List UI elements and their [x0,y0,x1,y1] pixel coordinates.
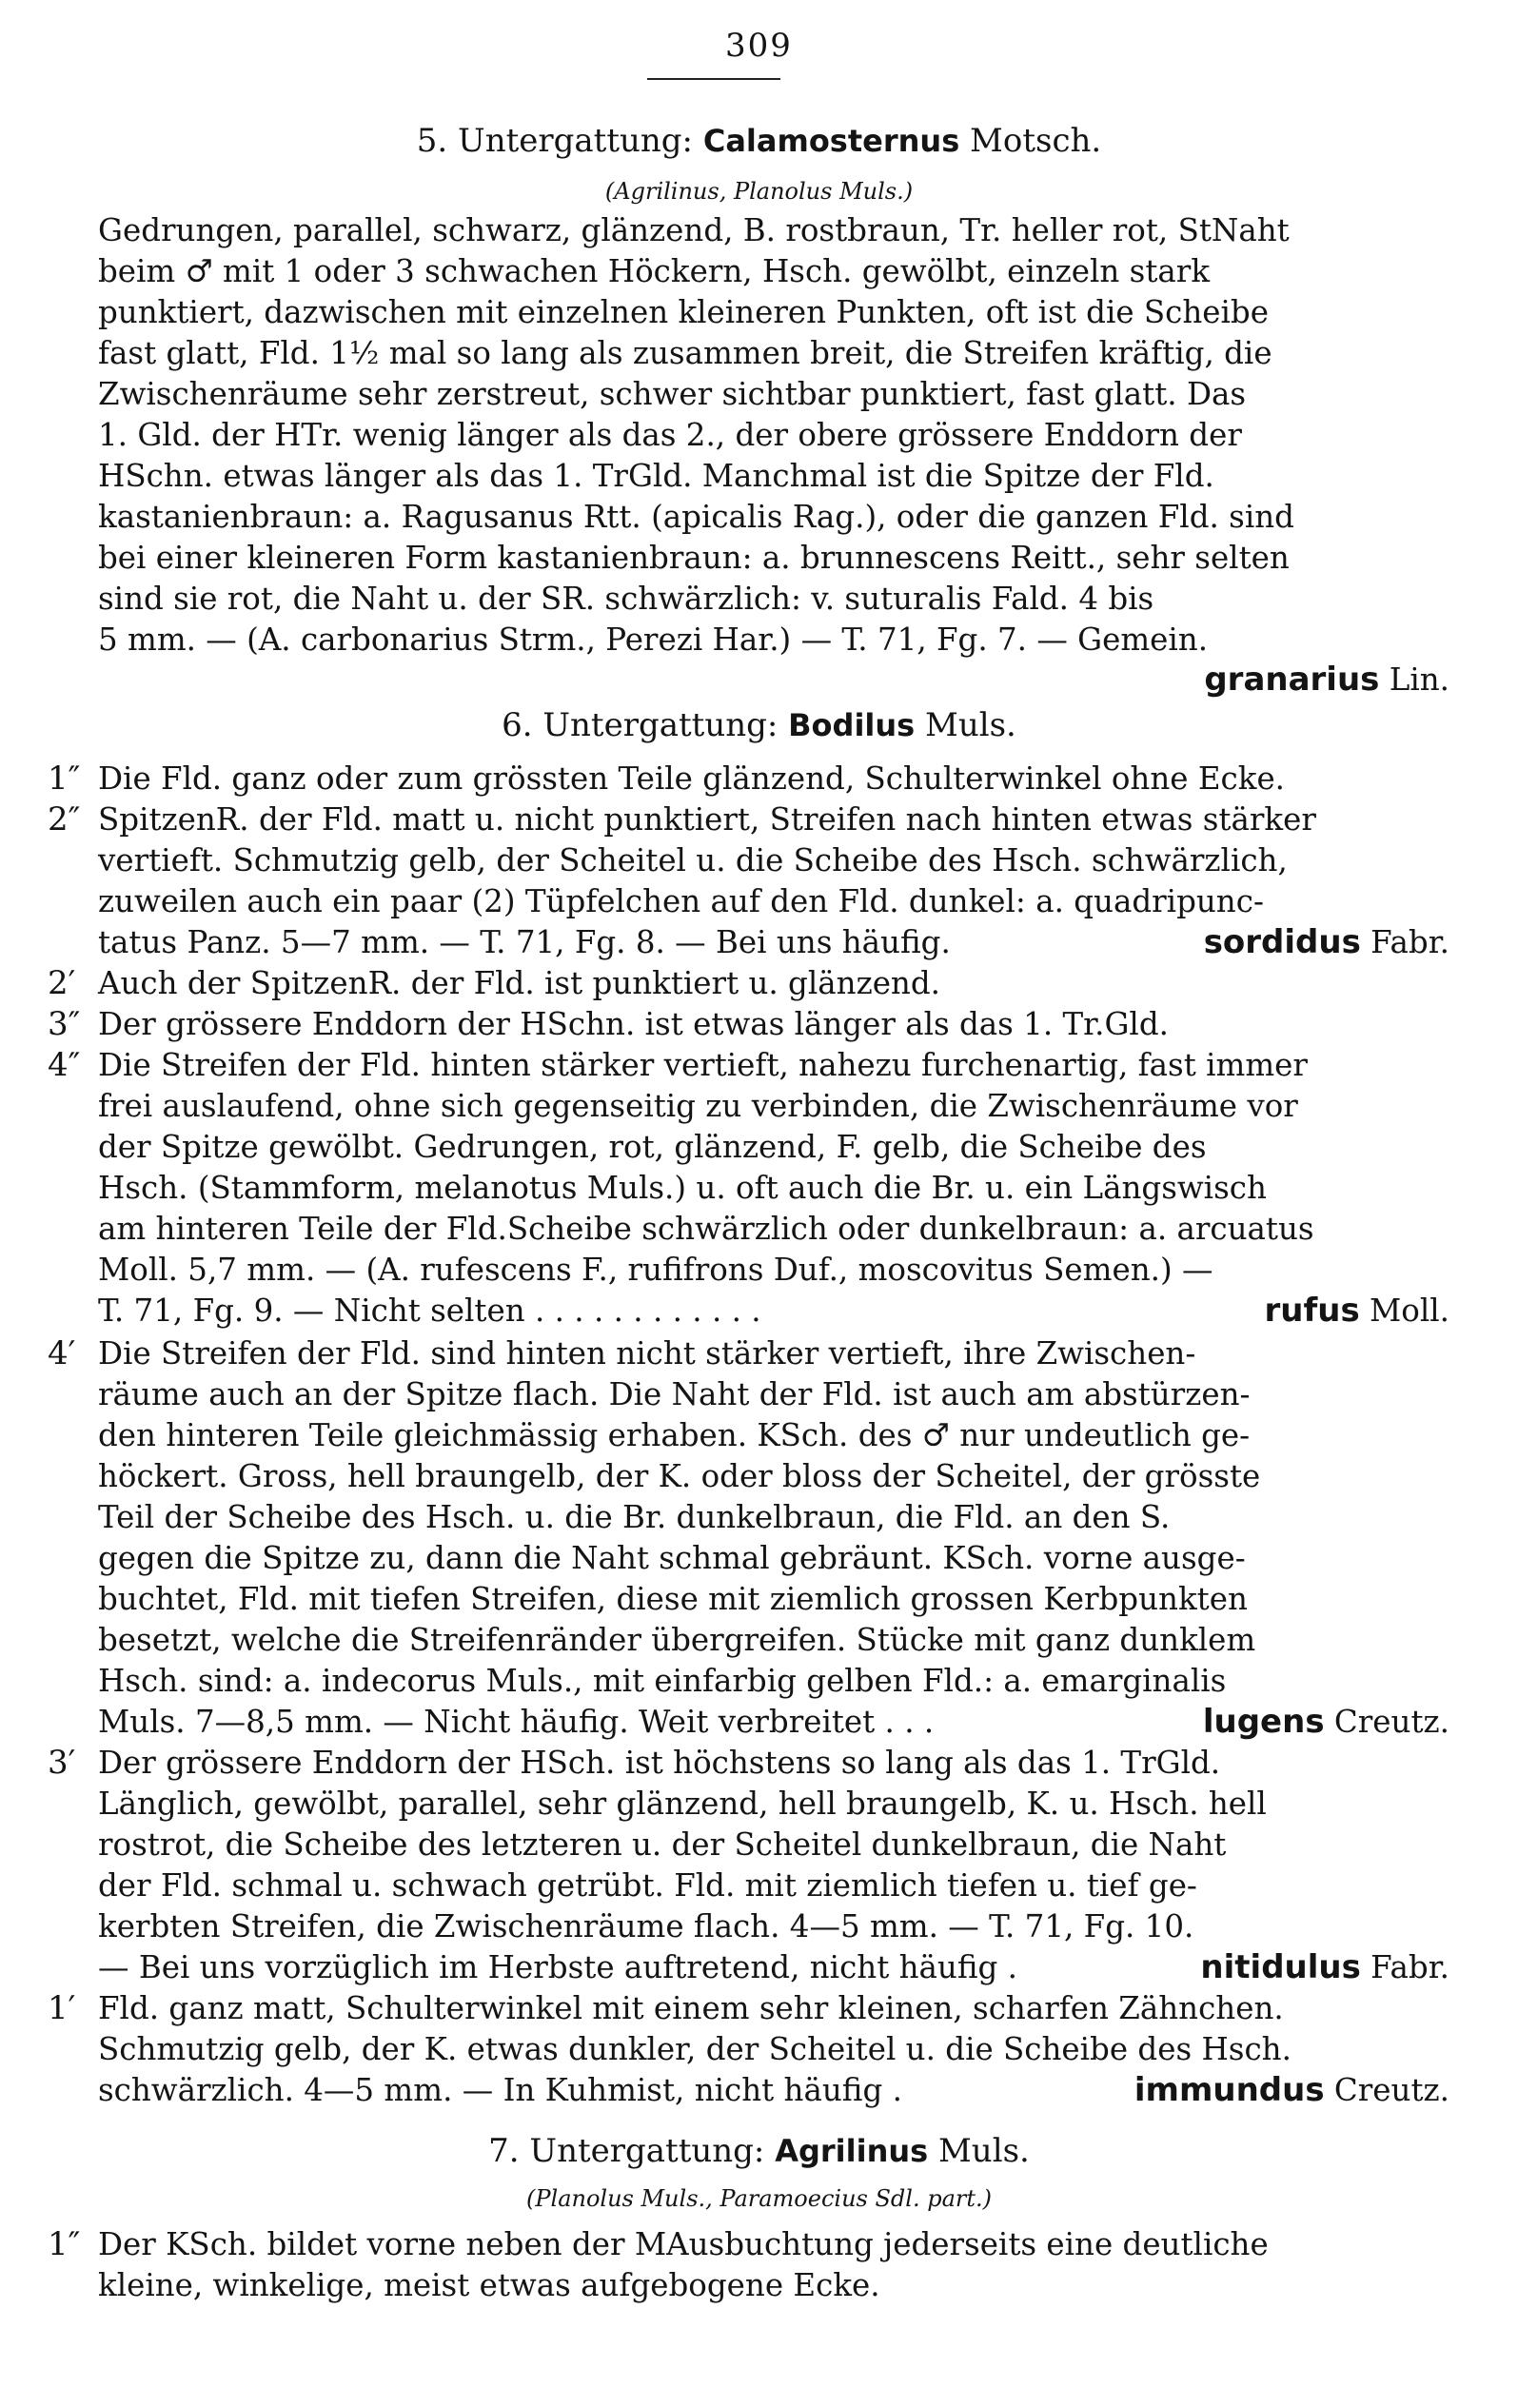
species-author: Lin. [1389,661,1449,698]
text-line: vertieft. Schmutzig gelb, der Scheitel u. die Scheibe des Hsch. schwärzlich, [98,842,1288,878]
text-line: kleine, winkelige, meist etwas aufgebogene Ecke. [98,2267,880,2303]
section-5-heading [0,122,1518,160]
section-heading-author: Muls. [925,706,1016,744]
section-heading-name: Calamosternus [702,123,960,159]
species-author: Fabr. [1370,924,1449,960]
text-line: Hsch. (Stammform, melanotus Muls.) u. oft auch die Br. u. ein Längswisch [98,1170,1267,1206]
species-name: sordidus [1203,923,1361,961]
section-6-heading [0,706,1518,744]
text-line: frei auslaufend, ohne sich gegenseitig zu verbinden, die Zwischenräume vor [98,1088,1298,1124]
section-heading-author: Muls. [937,2132,1030,2170]
text-line: fast glatt, Fld. 1½ mal so lang als zusammen breit, die Streifen kräftig, die [98,335,1272,371]
text-line: Die Streifen der Fld. hinten stärker vertieft, nahezu furchenartig, fast immer [98,1047,1308,1083]
text-line: Auch der SpitzenR. der Fld. ist punktiert u. glänzend. [98,965,940,1001]
text-line: Der grössere Enddorn der HSchn. ist etwas länger als das 1. Tr.Gld. [98,1006,1169,1042]
text-line: zuweilen auch ein paar (2) Tüpfelchen auf den Fld. dunkel: a. quadripunc- [98,883,1264,919]
species-name: granarius [1204,661,1380,699]
text-line: sind sie rot, die Naht u. der SR. schwärzlich: v. suturalis Fald. 4 bis [98,581,1154,617]
header-rule [647,78,780,80]
text-line: punktiert, dazwischen mit einzelnen kleineren Punkten, oft ist die Scheibe [98,294,1269,330]
text-line: buchtet, Fld. mit tiefen Streifen, diese mit ziemlich grossen Kerbpunkten [98,1581,1248,1617]
couplet-number: 4″ [48,1046,81,1084]
text-line: Die Streifen der Fld. sind hinten nicht stärker vertieft, ihre Zwischen- [98,1335,1196,1372]
species-line [1264,1292,1449,1330]
text-line: tatus Panz. 5—7 mm. — T. 71, Fg. 8. — Bei uns häufig. [98,924,951,960]
couplet-number: 4′ [48,1334,76,1372]
section-7-synonyms: (Planolus Muls., Paramoecius Sdl. part.) [526,2185,992,2212]
text-line: Hsch. sind: a. indecorus Muls., mit einfarbig gelben Fld.: a. emarginalis [98,1663,1227,1699]
species-author: Creutz. [1333,1704,1449,1740]
species-name: immundus [1134,2071,1325,2109]
section-heading-prefix: 7. Untergattung: [488,2132,765,2170]
couplet-number: 1′ [48,1989,76,2027]
species-line [1204,923,1449,961]
species-name: nitidulus [1200,1948,1361,1986]
text-line: 5 mm. — (A. carbonarius Strm., Perezi Har.) — T. 71, Fg. 7. — Gemein. [98,622,1209,658]
text-line: kastanienbraun: a. Ragusanus Rtt. (apicalis Rag.), oder die ganzen Fld. sind [98,499,1294,535]
species-line [1200,1948,1449,1986]
text-line: der Fld. schmal u. schwach getrübt. Fld. mit ziemlich tiefen u. tief ge- [98,1867,1197,1904]
text-line: Fld. ganz matt, Schulterwinkel mit einem sehr kleinen, scharfen Zähnchen. [98,1990,1284,2026]
text-line: bei einer kleineren Form kastanienbraun: a. brunnescens Reitt., sehr selten [98,540,1290,576]
couplet-number: 2′ [48,964,76,1002]
text-line: Der KSch. bildet vorne neben der MAusbuchtung jederseits eine deutliche [98,2226,1269,2262]
text-line: schwärzlich. 4—5 mm. — In Kuhmist, nicht häufig . [98,2072,902,2108]
section-7-heading [0,2132,1518,2170]
text-line: Der grössere Enddorn der HSch. ist höchstens so lang als das 1. TrGld. [98,1745,1221,1781]
text-line: Moll. 5,7 mm. — (A. rufescens F., rufifrons Duf., moscovitus Semen.) — [98,1252,1213,1288]
species-line [1204,661,1449,699]
couplet-number: 1″ [48,760,81,798]
species-line [1203,1703,1449,1741]
species-author: Creutz. [1333,2072,1449,2108]
text-line: Länglich, gewölbt, parallel, sehr glänzend, hell braungelb, K. u. Hsch. hell [98,1786,1267,1822]
section-heading-prefix: 5. Untergattung: [416,122,694,160]
species-line [1134,2071,1449,2109]
text-line: SpitzenR. der Fld. matt u. nicht punktiert, Streifen nach hinten etwas stärker [98,801,1316,838]
text-line: der Spitze gewölbt. Gedrungen, rot, glänzend, F. gelb, die Scheibe des [98,1129,1207,1165]
text-line: Die Fld. ganz oder zum grössten Teile glänzend, Schulterwinkel ohne Ecke. [98,760,1286,797]
couplet-number: 3′ [48,1744,76,1782]
text-line: Gedrungen, parallel, schwarz, glänzend, B. rostbraun, Tr. heller rot, StNaht [98,212,1290,248]
text-line: gegen die Spitze zu, dann die Naht schmal gebräunt. KSch. vorne ausge- [98,1540,1246,1576]
couplet-number: 1″ [48,2225,81,2263]
text-line: Zwischenräume sehr zerstreut, schwer sichtbar punktiert, fast glatt. Das [98,376,1247,412]
section-heading-name: Agrilinus [775,2133,929,2169]
section-heading-prefix: 6. Untergattung: [502,706,779,744]
species-name: rufus [1264,1292,1360,1330]
text-line: am hinteren Teile der Fld.Scheibe schwärzlich oder dunkelbraun: a. arcuatus [98,1211,1314,1247]
text-line: Muls. 7—8,5 mm. — Nicht häufig. Weit verbreitet . . . [98,1704,935,1740]
species-name: lugens [1202,1703,1325,1741]
species-author: Fabr. [1370,1949,1449,1985]
text-line: beim ♂ mit 1 oder 3 schwachen Höckern, Hsch. gewölbt, einzeln stark [98,253,1211,289]
text-line: Schmutzig gelb, der K. etwas dunkler, der Scheitel u. die Scheibe des Hsch. [98,2031,1291,2067]
text-line: T. 71, Fg. 9. — Nicht selten . . . . . . . . . . . . [98,1293,761,1329]
text-line: räume auch an der Spitze flach. Die Naht der Fld. ist auch am abstürzen- [98,1376,1251,1412]
text-line: — Bei uns vorzüglich im Herbste auftretend, nicht häufig . [98,1949,1017,1985]
text-line: kerbten Streifen, die Zwischenräume flach. 4—5 mm. — T. 71, Fg. 10. [98,1908,1194,1944]
couplet-number: 3″ [48,1005,81,1043]
species-author: Moll. [1370,1293,1449,1329]
section-heading-name: Bodilus [788,707,916,743]
text-line: 1. Gld. der HTr. wenig länger als das 2., der obere grössere Enddorn der [98,417,1242,453]
section-5-synonyms: (Agrilinus, Planolus Muls.) [604,178,914,205]
couplet-number: 2″ [48,800,81,839]
page-number: 309 [725,27,793,65]
text-line: besetzt, welche die Streifenränder übergreifen. Stücke mit ganz dunklem [98,1622,1256,1658]
text-line: höckert. Gross, hell braungelb, der K. oder bloss der Scheitel, der grösste [98,1458,1261,1494]
section-heading-author: Motsch. [970,122,1102,160]
text-line: Teil der Scheibe des Hsch. u. die Br. dunkelbraun, die Fld. an den S. [98,1499,1171,1535]
text-line: HSchn. etwas länger als das 1. TrGld. Manchmal ist die Spitze der Fld. [98,458,1214,494]
text-line: rostrot, die Scheibe des letzteren u. der Scheitel dunkelbraun, die Naht [98,1826,1227,1863]
text-line: den hinteren Teile gleichmässig erhaben. KSch. des ♂ nur undeutlich ge- [98,1417,1251,1453]
